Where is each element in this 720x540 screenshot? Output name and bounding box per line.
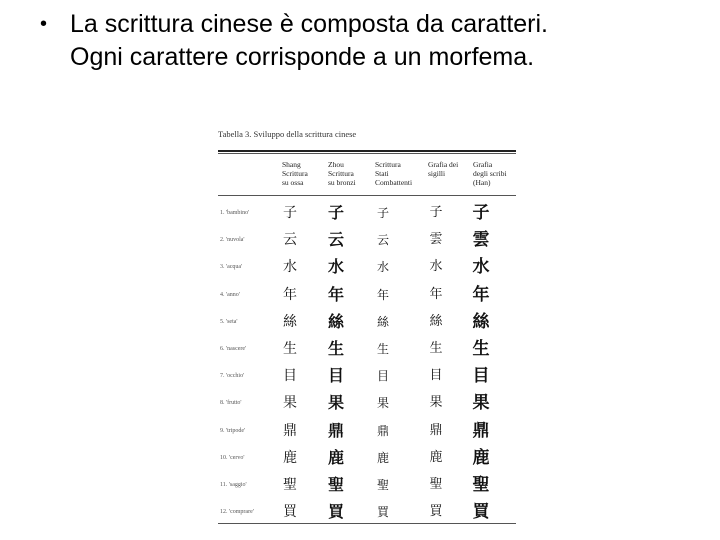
glyph-han-clerical: 年 xyxy=(472,284,490,305)
character-development-table xyxy=(218,126,518,526)
row-label: 9. 'tripode' xyxy=(220,427,246,434)
glyph-shang-bone: 鼎 xyxy=(283,422,297,439)
row-label: 10. 'cervo' xyxy=(220,454,245,461)
glyph-han-clerical: 果 xyxy=(472,393,490,414)
glyph-warring-states: 果 xyxy=(376,396,389,411)
column-header-han-clerical: Grafia degli scribi (Han) xyxy=(473,160,507,187)
table-bottom-rule xyxy=(218,523,516,524)
glyph-seal-script: 年 xyxy=(429,286,443,302)
glyph-shang-bone: 子 xyxy=(283,205,297,221)
glyph-han-clerical: 子 xyxy=(472,203,490,223)
row-label: 4. 'anno' xyxy=(220,291,240,298)
row-label: 8. 'frutto' xyxy=(220,400,242,407)
glyph-seal-script: 買 xyxy=(429,504,443,520)
glyph-warring-states: 買 xyxy=(376,505,389,520)
glyph-seal-script: 目 xyxy=(429,368,443,384)
glyph-warring-states: 鹿 xyxy=(376,450,389,465)
glyph-zhou-bronze: 鼎 xyxy=(327,420,344,440)
glyph-han-clerical: 絲 xyxy=(472,311,490,332)
column-header-shang-bone: Shang Scrittura su ossa xyxy=(282,160,308,187)
glyph-zhou-bronze: 買 xyxy=(327,502,344,522)
glyph-seal-script: 絲 xyxy=(429,313,443,329)
row-label: 7. 'occhio' xyxy=(220,373,245,380)
glyph-zhou-bronze: 生 xyxy=(327,339,344,358)
glyph-seal-script: 子 xyxy=(429,205,443,220)
table-top-rule-inner xyxy=(218,153,516,154)
glyph-zhou-bronze: 果 xyxy=(327,393,344,413)
bullet-dot: • xyxy=(40,13,48,35)
glyph-han-clerical: 水 xyxy=(472,257,490,278)
glyph-warring-states: 云 xyxy=(376,233,389,248)
glyph-warring-states: 鼎 xyxy=(376,423,389,438)
glyph-seal-script: 生 xyxy=(429,341,443,356)
glyph-han-clerical: 雲 xyxy=(472,230,490,251)
row-label: 12. 'comprare' xyxy=(220,509,254,516)
glyph-han-clerical: 聖 xyxy=(472,475,490,495)
glyph-shang-bone: 生 xyxy=(283,341,297,357)
glyph-zhou-bronze: 水 xyxy=(327,257,344,277)
glyph-shang-bone: 云 xyxy=(283,232,297,249)
table-title: Tabella 3. Sviluppo della scrittura cinese xyxy=(218,129,357,139)
glyph-shang-bone: 絲 xyxy=(283,313,297,330)
glyph-zhou-bronze: 年 xyxy=(327,284,344,304)
table-header-rule xyxy=(218,195,516,196)
table-top-rule xyxy=(218,150,516,152)
glyph-shang-bone: 鹿 xyxy=(283,449,297,466)
column-header-zhou-bronze: Zhou Scrittura su bronzi xyxy=(328,160,356,187)
glyph-seal-script: 鼎 xyxy=(429,422,443,438)
glyph-warring-states: 水 xyxy=(376,260,389,275)
glyph-shang-bone: 買 xyxy=(283,504,297,521)
glyph-warring-states: 目 xyxy=(376,369,389,384)
glyph-seal-script: 聖 xyxy=(429,477,443,492)
row-label: 6. 'nascere' xyxy=(220,346,247,352)
glyph-han-clerical: 鹿 xyxy=(472,447,490,468)
glyph-warring-states: 聖 xyxy=(376,478,389,492)
row-label: 2. 'nuvola' xyxy=(220,237,245,244)
glyph-zhou-bronze: 云 xyxy=(327,230,344,250)
row-label: 3. 'acqua' xyxy=(220,264,243,271)
glyph-han-clerical: 買 xyxy=(472,502,490,523)
glyph-han-clerical: 目 xyxy=(472,366,490,387)
row-label: 5. 'seta' xyxy=(220,318,238,325)
glyph-warring-states: 年 xyxy=(376,287,389,302)
glyph-shang-bone: 目 xyxy=(283,368,297,385)
glyph-han-clerical: 鼎 xyxy=(472,420,490,441)
glyph-shang-bone: 聖 xyxy=(283,477,297,493)
row-label: 11. 'saggio' xyxy=(220,482,247,488)
column-header-seal-script: Grafia dei sigilli xyxy=(428,160,459,178)
glyph-zhou-bronze: 鹿 xyxy=(327,447,344,467)
glyph-warring-states: 生 xyxy=(376,342,389,356)
glyph-seal-script: 水 xyxy=(429,259,443,275)
glyph-shang-bone: 年 xyxy=(283,286,297,303)
glyph-seal-script: 雲 xyxy=(429,232,443,248)
glyph-warring-states: 子 xyxy=(376,206,389,220)
glyph-shang-bone: 水 xyxy=(283,259,297,276)
column-header-warring-states: Scrittura Stati Combattenti xyxy=(375,160,413,187)
glyph-zhou-bronze: 子 xyxy=(327,203,344,222)
glyph-seal-script: 果 xyxy=(429,395,443,411)
glyph-zhou-bronze: 絲 xyxy=(327,311,344,331)
glyph-zhou-bronze: 聖 xyxy=(327,475,344,494)
glyph-han-clerical: 生 xyxy=(472,339,490,359)
row-label: 1. 'bambino' xyxy=(220,210,250,216)
glyph-warring-states: 絲 xyxy=(376,314,389,329)
glyph-shang-bone: 果 xyxy=(283,395,297,412)
bullet-text: La scrittura cinese è composta da caratteri. Ogni carattere corrisponde a un morfema. xyxy=(70,10,549,71)
glyph-seal-script: 鹿 xyxy=(429,449,443,465)
glyph-zhou-bronze: 目 xyxy=(327,366,344,386)
